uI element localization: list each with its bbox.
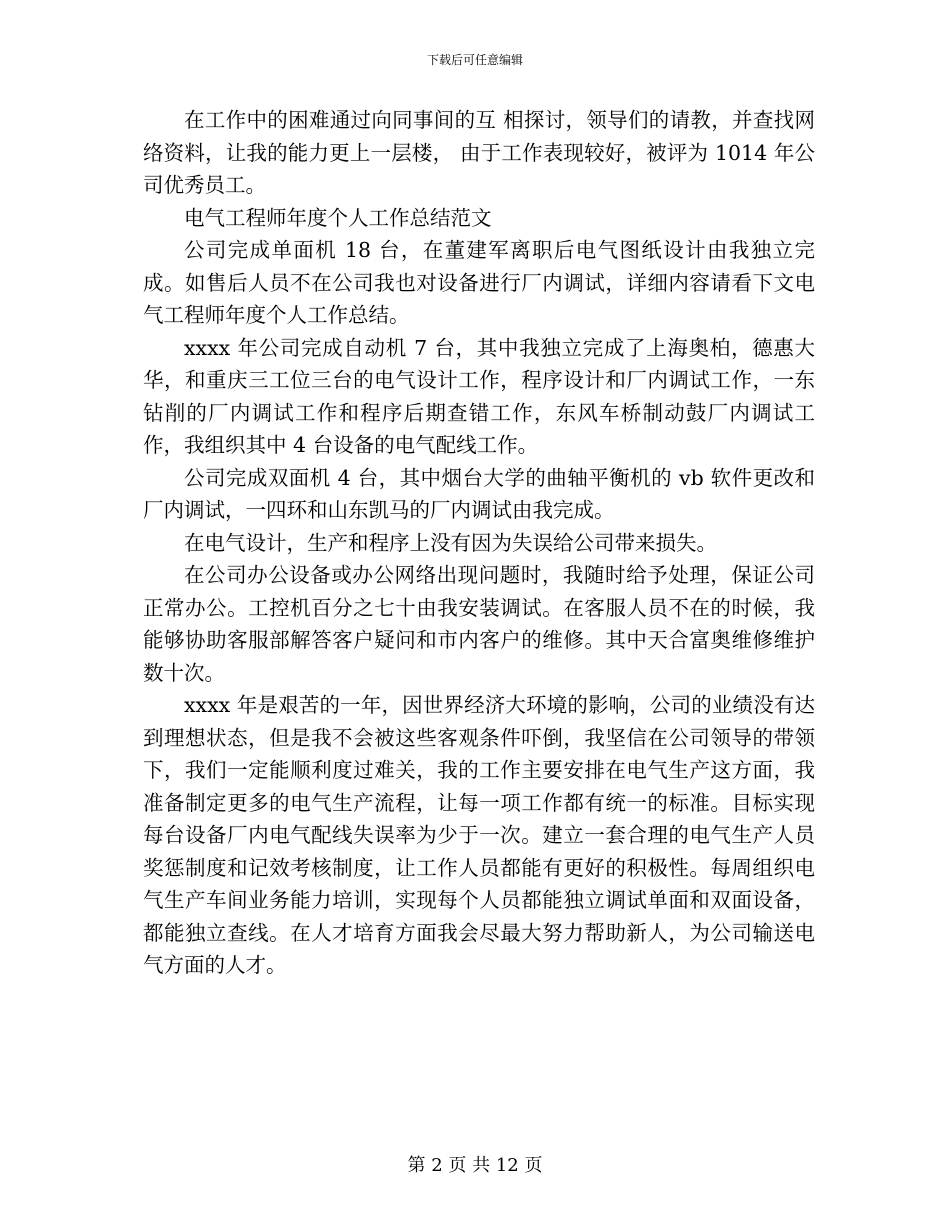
paragraph: xxxx 年是艰苦的一年，因世界经济大环境的影响，公司的业绩没有达到理想状态，但是我不会被这些客观条件吓倒，我坚信在公司领导的带领下，我们一定能顺利度过难关，我的工作主要安排在电气生产这方面，我准备制定更多的电气生产流程，让每一项工作都有统一的标准。目标实现每台设备厂内电气配线失误率为少于一次。建立一套合理的电气生产人员奖惩制度和记效考核制度，让工作人员都能有更好的积极性。每周组织电气生产车间业务能力培训，实现每个人员都能独立调试单面和双面设备，都能独立查线。在人才培育方面我会尽最大努力帮助新人，为公司输送电气方面的人才。 — [143, 693, 815, 977]
paragraph: 公司完成双面机 4 台，其中烟台大学的曲轴平衡机的 vb 软件更改和厂内调试，一四环和山东凯马的厂内调试由我完成。 — [143, 465, 815, 522]
section-title: 电气工程师年度个人工作总结范文 — [184, 205, 492, 230]
paragraph: xxxx 年公司完成自动机 7 台，其中我独立完成了上海奥柏，德惠大华，和重庆三工位三台的电气设计工作，程序设计和厂内调试工作，一东钻削的厂内调试工作和程序后期查错工作，东风车桥制动鼓厂内调试工作，我组织其中 4 台设备的电气配线工作。 — [143, 335, 815, 457]
paragraph: 在工作中的困难通过向同事间的互 相探讨，领导们的请教，并查找网络资料，让我的能力更上一层楼， 由于工作表现较好，被评为 1014 年公司优秀员工。 — [143, 108, 815, 197]
page-header: 下载后可任意编辑 — [426, 53, 523, 67]
paragraph: 公司完成单面机 18 台，在董建军离职后电气图纸设计由我独立完成。如售后人员不在公司我也对设备进行厂内调试，详细内容请看下文电气工程师年度个人工作总结。 — [143, 238, 815, 327]
paragraph: 在电气设计，生产和程序上没有因为失误给公司带来损失。 — [184, 530, 717, 555]
paragraph: 在公司办公设备或办公网络出现问题时，我随时给予处理，保证公司正常办公。工控机百分之七十由我安装调试。在客服人员不在的时候，我能够协助客服部解答客户疑问和市内客户的维修。其中天合富奥维修维护数十次。 — [143, 563, 815, 685]
document-body — [143, 104, 815, 982]
page-number-footer: 第 2 页 共 12 页 — [407, 1155, 543, 1176]
